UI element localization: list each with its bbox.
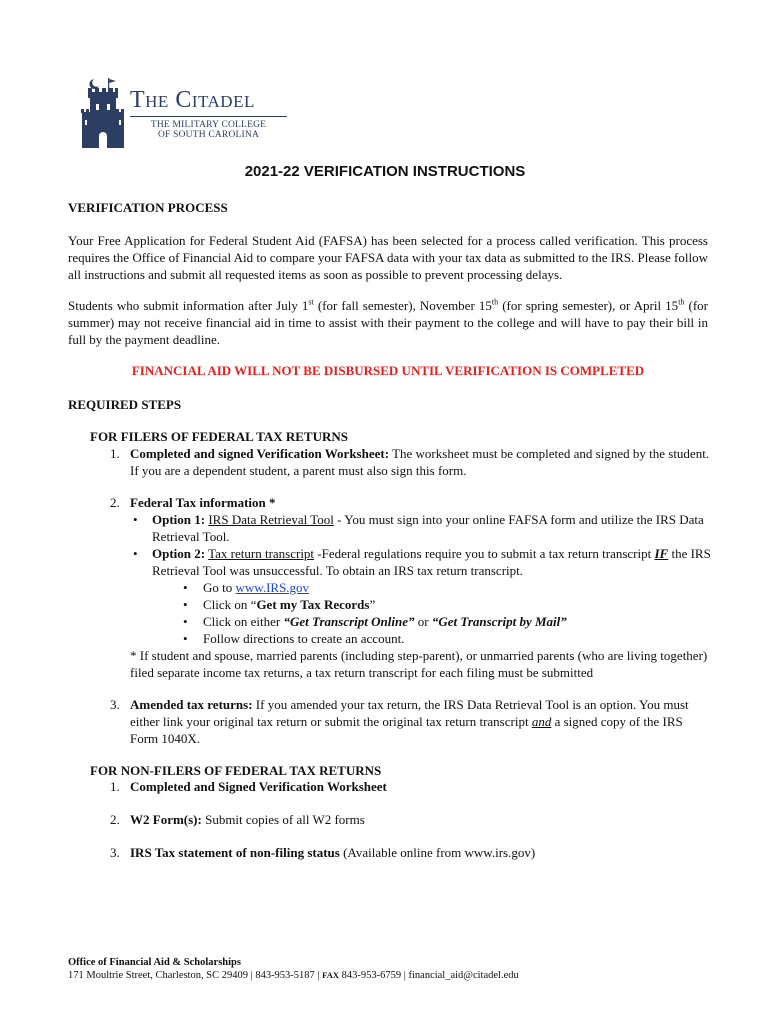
nonfilers-item3 xyxy=(130,844,710,861)
footer-email[interactable]: financial_aid@citadel.edu xyxy=(408,970,519,981)
filers-item3-number: 3. xyxy=(110,697,120,712)
logo-divider xyxy=(130,116,287,117)
sub-step-1 xyxy=(203,579,703,596)
logo-subtitle-line1: THE MILITARY COLLEGE xyxy=(150,120,267,130)
separate-returns-note: * If student and spouse, married parents (including step-parent), or unmarried parents (who are living together) filed separate income tax returns, a tax return transcript for each filing must be submitted xyxy=(130,648,708,680)
filers-item2-title xyxy=(130,494,710,511)
option2 xyxy=(152,545,712,579)
nonfilers-item1-title: Completed and Signed Verification Worksheet xyxy=(130,779,387,794)
footer xyxy=(68,956,519,982)
bullet-icon: • xyxy=(133,512,138,527)
footer-office: Office of Financial Aid & Scholarships xyxy=(68,957,241,968)
footer-phone: 843-953-5187 xyxy=(255,970,315,981)
process-paragraph-2 xyxy=(68,297,708,348)
footer-contact xyxy=(68,969,519,982)
para2-sup3: th xyxy=(678,297,685,307)
citadel-logo xyxy=(80,76,295,151)
logo-name: The Citadel xyxy=(130,87,255,113)
sub-step-3-or: or xyxy=(414,614,432,629)
sub-step-2-text: Click on “ xyxy=(203,597,257,612)
steps-heading: REQUIRED STEPS xyxy=(68,397,182,412)
nonfilers-item2 xyxy=(130,811,710,828)
logo-subtitle xyxy=(130,120,287,140)
filers-item3-text2: a signed copy of the IRS Form 1040X. xyxy=(130,714,683,746)
nonfilers-heading: FOR NON-FILERS OF FEDERAL TAX RETURNS xyxy=(90,763,382,778)
option1-text: - You must sign into your online FAFSA form and utilize the IRS Data Retrieval Tool. xyxy=(152,512,704,544)
sub-step-2-end: ” xyxy=(369,597,376,612)
bullet-icon: • xyxy=(183,631,188,646)
bullet-icon: • xyxy=(183,580,188,595)
sub-step-3-option2: “Get Transcript by Mail” xyxy=(431,614,567,629)
irs-data-retrieval-tool-link[interactable]: IRS Data Retrieval Tool xyxy=(208,512,334,527)
logo-subtitle-line2: OF SOUTH CAROLINA xyxy=(157,130,260,140)
option1 xyxy=(152,511,712,545)
para2-sup2: th xyxy=(491,297,499,307)
process-paragraph-1: Your Free Application for Federal Student Aid (FAFSA) has been selected for a process called verification. This process requires the Office of Financial Aid to compare your FAFSA data with your tax data as submitted to the IRS. Please follow all instructions and submit all requested items as soon as possible to prevent processing delays. xyxy=(68,233,708,282)
filers-item1 xyxy=(130,445,710,479)
filers-item3-text1: If you amended your tax return, the IRS Data Retrieval Tool is an option. You must either link your original tax return or submit the original tax return transcript xyxy=(130,697,689,729)
sub-step-3-text: Click on either xyxy=(203,614,284,629)
bullet-icon: • xyxy=(183,597,188,612)
option2-text1: -Federal regulations require you to submit a tax return transcript xyxy=(314,546,655,561)
para2-sup1: st xyxy=(308,297,314,307)
footer-fax: 843-953-6759 xyxy=(339,970,402,981)
para2-a: Students who submit information after July 1 xyxy=(68,298,309,313)
option2-if: IF xyxy=(654,546,669,561)
filers-item1-number: 1. xyxy=(110,446,120,461)
filers-heading: FOR FILERS OF FEDERAL TAX RETURNS xyxy=(90,429,348,444)
citadel-tower-icon xyxy=(80,76,126,151)
nonfilers-item3-text: (Available online from www.irs.gov) xyxy=(339,845,536,860)
sub-step-2-bold: Get my Tax Records xyxy=(256,597,370,612)
sub-step-3-option1: “Get Transcript Online” xyxy=(283,614,415,629)
irs-gov-link[interactable]: www.IRS.gov xyxy=(235,580,310,595)
sub-step-2 xyxy=(203,596,703,613)
nonfilers-item2-text: Submit copies of all W2 forms xyxy=(201,812,365,827)
nonfilers-item3-title: IRS Tax statement of non-filing status xyxy=(130,845,340,860)
filers-item1-title: Completed and signed Verification Worksheet: xyxy=(130,446,390,461)
footer-separator: | xyxy=(401,970,409,981)
footer-separator: | xyxy=(247,970,256,981)
option2-label: Option 2: xyxy=(152,546,206,561)
footer-fax-label: FAX xyxy=(322,970,340,980)
nonfilers-item2-title: W2 Form(s): xyxy=(130,812,202,827)
sub-step-4: Follow directions to create an account. xyxy=(203,631,405,646)
sub-step-3 xyxy=(203,613,703,630)
nonfilers-item1 xyxy=(130,778,710,795)
tax-return-transcript-link[interactable]: Tax return transcript xyxy=(208,546,315,561)
filers-item3-title: Amended tax returns: xyxy=(130,697,253,712)
filers-item3-and: and xyxy=(531,714,552,729)
bullet-icon: • xyxy=(133,546,138,561)
nonfilers-item2-number: 2. xyxy=(110,812,120,827)
option2-text2: the IRS Retrieval Tool was unsuccessful. To obtain an IRS tax return transcript. xyxy=(152,546,711,578)
nonfilers-item1-number: 1. xyxy=(110,779,120,794)
option1-label: Option 1: xyxy=(152,512,206,527)
filers-item1-text: The worksheet must be completed and signed by the student. If you are a dependent student, a parent must also sign this form. xyxy=(130,446,710,478)
filers-item2-title-text: Federal Tax information * xyxy=(130,495,276,510)
para2-c: (for spring semester), or April 15 xyxy=(498,298,679,313)
bullet-icon: • xyxy=(183,614,188,629)
filers-item2-number: 2. xyxy=(110,495,120,510)
para2-d: (for summer) may not receive financial aid in time to assist with their payment to the college and will have to pay their bill in full by the payment deadline. xyxy=(68,298,708,347)
para2-b: (for fall semester), November 15 xyxy=(313,298,492,313)
filers-item3 xyxy=(130,696,710,747)
nonfilers-item3-number: 3. xyxy=(110,845,120,860)
footer-address: 171 Moultrie Street, Charleston, SC 29409 xyxy=(68,970,248,981)
footer-separator: | xyxy=(314,970,323,981)
process-heading: VERIFICATION PROCESS xyxy=(68,200,228,215)
sub-step-1-text: Go to xyxy=(203,580,236,595)
disbursement-warning: FINANCIAL AID WILL NOT BE DISBURSED UNTIL VERIFICATION IS COMPLETED xyxy=(131,363,645,378)
page-title: 2021-22 VERIFICATION INSTRUCTIONS xyxy=(244,163,526,180)
